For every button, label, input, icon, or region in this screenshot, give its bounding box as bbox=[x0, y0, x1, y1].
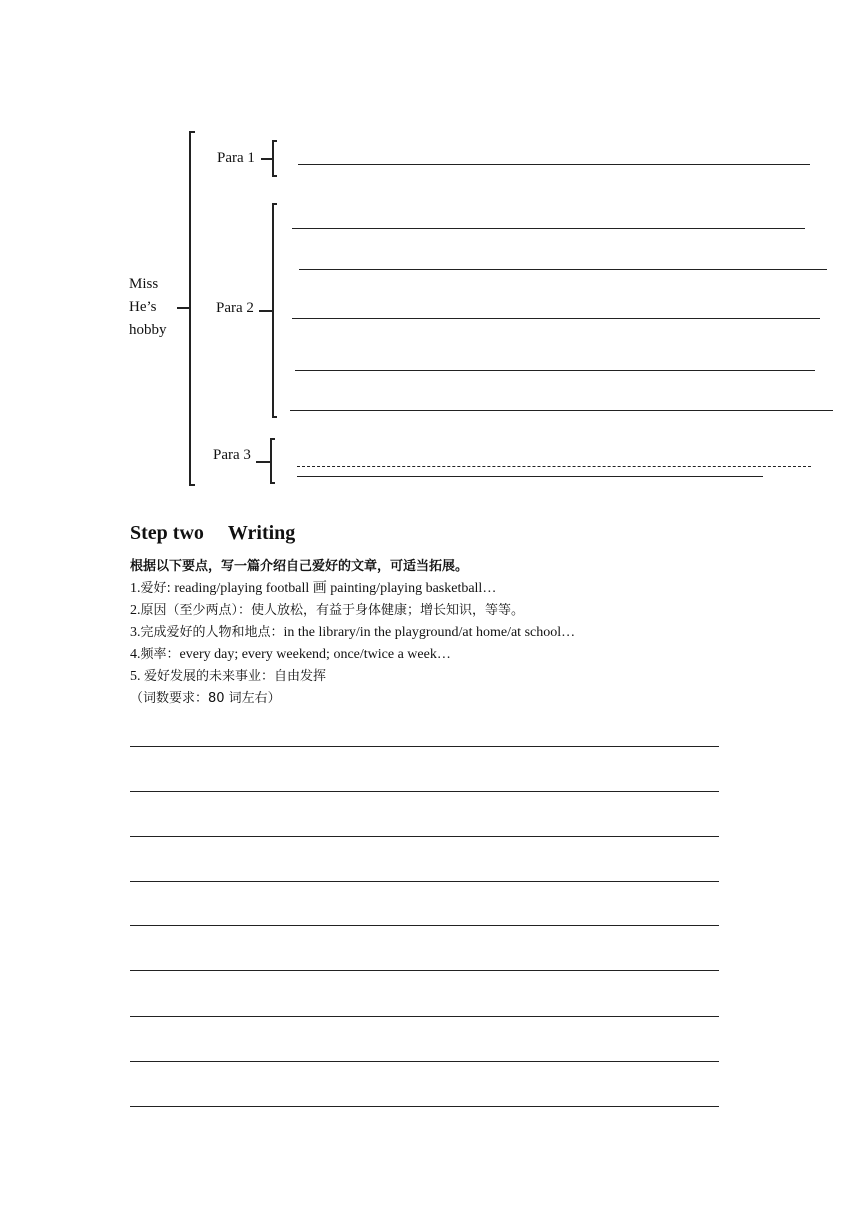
para3-answer-line-1[interactable] bbox=[297, 466, 811, 467]
writing-line-5[interactable] bbox=[130, 925, 719, 926]
writing-line-8[interactable] bbox=[130, 1061, 719, 1062]
key-point-4-cn: 频率： bbox=[140, 647, 180, 662]
para1-label: Para 1 bbox=[217, 150, 255, 166]
para2-label: Para 2 bbox=[216, 300, 254, 316]
key-point-5-prefix: 5. bbox=[130, 669, 144, 684]
writing-instruction: 根据以下要点，写一篇介绍自己爱好的文章，可适当拓展。 bbox=[130, 559, 469, 574]
word-requirement bbox=[130, 688, 575, 710]
key-point-3 bbox=[130, 622, 575, 644]
writing-line-2[interactable] bbox=[130, 791, 719, 792]
para2-bracket bbox=[272, 203, 274, 418]
key-point-4 bbox=[130, 644, 575, 666]
para2-answer-line-1[interactable] bbox=[292, 228, 805, 229]
para2-answer-line-3[interactable] bbox=[292, 318, 820, 319]
para3-bracket-bottom-tick bbox=[270, 482, 275, 484]
step-two-subtitle: Writing bbox=[227, 522, 296, 544]
para1-bracket-top-tick bbox=[272, 140, 277, 142]
writing-line-7[interactable] bbox=[130, 1016, 719, 1017]
key-point-4-prefix: 4. bbox=[130, 647, 141, 662]
key-point-5-cn: 爱好发展的未来事业：自由发挥 bbox=[144, 669, 327, 684]
key-point-3-en: in the library/in the playground/at home/at school… bbox=[283, 625, 576, 640]
key-point-2-cn: 原因（至少两点）：使人放松，有益于身体健康；增长知识，等等。 bbox=[140, 603, 525, 618]
key-point-3-prefix: 3. bbox=[130, 625, 141, 640]
main-bracket-top-tick bbox=[189, 131, 195, 133]
para3-connector bbox=[256, 461, 270, 463]
para3-answer-line-2[interactable] bbox=[297, 476, 763, 477]
key-points-list bbox=[130, 578, 575, 710]
key-point-1 bbox=[130, 578, 575, 600]
root-label-line-3: hobby bbox=[129, 322, 167, 338]
key-point-2-prefix: 2. bbox=[130, 603, 141, 618]
writing-line-9[interactable] bbox=[130, 1106, 719, 1107]
key-point-4-en: every day; every weekend; once/twice a week… bbox=[179, 647, 451, 662]
para1-bracket-bottom-tick bbox=[272, 175, 277, 177]
key-point-1-en: reading/playing football 画 painting/playing basketball… bbox=[170, 581, 497, 596]
para3-bracket bbox=[270, 438, 272, 484]
para1-answer-line[interactable] bbox=[298, 164, 810, 165]
para3-label: Para 3 bbox=[213, 447, 251, 463]
para1-connector bbox=[261, 158, 272, 160]
main-bracket bbox=[189, 131, 191, 486]
para2-answer-line-4[interactable] bbox=[295, 370, 815, 371]
key-point-5 bbox=[130, 666, 575, 688]
key-point-1-cn: 爱好: bbox=[140, 581, 171, 596]
key-point-2 bbox=[130, 600, 575, 622]
para2-answer-line-2[interactable] bbox=[299, 269, 827, 270]
writing-line-1[interactable] bbox=[130, 746, 719, 747]
step-two-heading bbox=[130, 521, 295, 545]
key-point-3-cn: 完成爱好的人物和地点： bbox=[140, 625, 284, 640]
para2-connector bbox=[259, 310, 272, 312]
key-point-1-prefix: 1. bbox=[130, 581, 141, 596]
root-label-line-1: Miss bbox=[129, 276, 159, 292]
root-label bbox=[129, 273, 167, 342]
root-label-line-2: He’s bbox=[129, 299, 157, 315]
writing-line-4[interactable] bbox=[130, 881, 719, 882]
para2-bracket-bottom-tick bbox=[272, 416, 277, 418]
para1-bracket bbox=[272, 140, 274, 177]
para2-answer-line-5[interactable] bbox=[290, 410, 833, 411]
step-two-title: Step two bbox=[130, 522, 204, 544]
para2-bracket-top-tick bbox=[272, 203, 277, 205]
main-bracket-bottom-tick bbox=[189, 484, 195, 486]
para3-bracket-top-tick bbox=[270, 438, 275, 440]
writing-line-3[interactable] bbox=[130, 836, 719, 837]
root-connector bbox=[177, 307, 189, 309]
word-requirement-text: （词数要求：80 词左右） bbox=[130, 691, 281, 706]
writing-line-6[interactable] bbox=[130, 970, 719, 971]
